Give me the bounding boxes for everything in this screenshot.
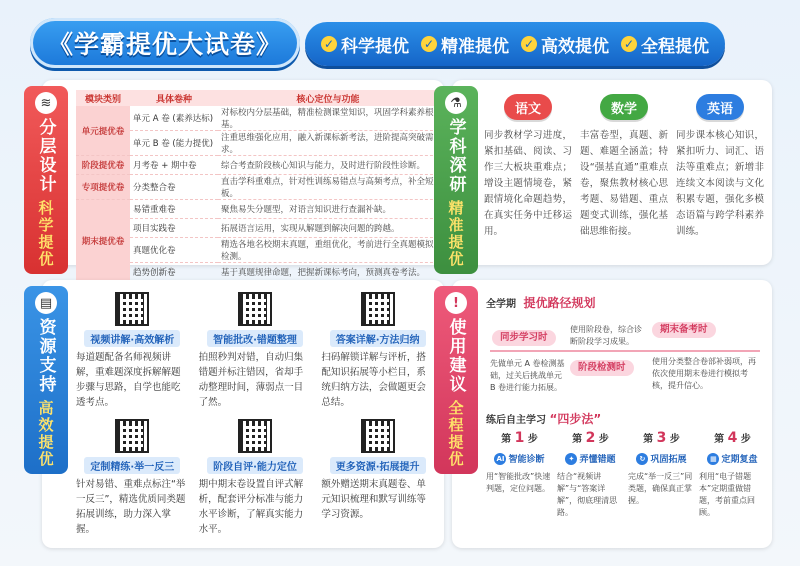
check-icon: ✓ [321,36,337,52]
resource-item [76,419,189,540]
resource-desc: 每道题配备名师视频讲解，重难题深度拆解解题步骤与思路，自学也能吃透考点。 [76,352,181,408]
table-row [76,106,438,131]
tag-label: 科学提优 [341,36,409,57]
table-header: 核心定位与功能 [218,90,438,106]
qr-code-icon[interactable] [115,292,149,326]
step-item [557,430,624,540]
step-name: 智能诊断 [508,455,545,465]
side-label [24,86,68,274]
resource-desc: 额外赠送期末真题卷、单元知识梳理和默写训练等学习资源。 [321,479,426,520]
row-name: 趋势创新卷 [130,263,218,282]
resource-support-panel [35,280,444,548]
step-number: 第 2 步 [572,430,609,446]
resource-title: 答案详解·方法归纳 [330,330,426,347]
tag-3 [521,32,609,57]
side-label-sub: 精准提优 [446,200,465,268]
tag-label: 全程提优 [641,36,709,57]
qr-code-icon[interactable] [238,292,272,326]
stage-note: 使用分类整合卷部补弱项，再依次使用期末卷进行模拟考核，提升信心。 [652,357,756,390]
qr-code-icon[interactable] [238,419,272,453]
row-desc: 综合考查阶段核心知识与能力，及时进行阶段性诊断。 [218,156,438,175]
title-banner [30,18,300,68]
subject-badge: 数学 [600,94,648,120]
step-item [628,430,695,540]
refresh-icon: ↻ [636,453,648,465]
step-num-value: 2 [585,430,596,446]
row-desc: 聚焦易失分题型，对语言知识进行查漏补缺。 [218,200,438,219]
subject-text: 同步课本核心知识，紧扣听力、词汇、语法等重难点；新增非连续文本阅读与文化积累专题，强化多模态语篇与跨学科素养训练。 [676,130,764,237]
step-tag [636,452,686,465]
row-name: 易错重难卷 [130,200,218,219]
table-row [76,219,438,238]
check-icon: ✓ [521,36,537,52]
steps-title-text: “四步法” [549,412,602,426]
side-label [434,286,478,474]
step-desc: 结合“视频讲解”与“答案详解”，彻底理清思路。 [557,472,618,517]
check-icon: ✓ [421,36,437,52]
resource-title: 阶段自评·能力定位 [207,457,303,474]
bulb-icon: ✦ [565,453,577,465]
step-number: 第 1 步 [501,430,538,446]
step-tag [707,452,757,465]
module-table [76,90,438,282]
resource-title: 视频讲解·高效解析 [84,330,180,347]
subjects [484,94,764,257]
four-steps [486,430,766,540]
stage-pill: 同步学习时 [492,330,556,346]
resource-item [321,292,434,413]
microscope-icon: ⚗ [445,92,467,114]
step-desc: 利用“电子错题本”定期重做错题，考前重点回顾。 [699,472,755,517]
side-label-sub: 全程提优 [446,400,465,468]
resource-item [199,292,312,413]
steps-prefix: 练后自主学习 [486,415,546,426]
side-label-main: 分层设计 [35,118,56,194]
row-desc: 注重思维强化应用，融入新课标新考法，进阶提高突破需求。 [218,131,438,156]
resource-desc: 拍照秒判对错，自动归集错题并标注错因，省却手动整理时间，薄弱点一目了然。 [198,352,304,408]
tag-label: 高效提优 [541,36,609,57]
row-desc: 直击学科重难点，针对性训练易错点与高频考点，补全短板。 [218,175,438,200]
table-header: 模块类别 [76,90,130,106]
row-category: 专项提优卷 [76,175,130,200]
usage-advice-panel [445,280,772,548]
subject-badge: 英语 [696,94,744,120]
subject-badge: 语文 [504,94,552,120]
plan-label: 全学期 [486,299,516,310]
row-name: 分类整合卷 [130,175,218,200]
side-label-main: 资源支持 [35,318,56,394]
stage-pill: 期末备考时 [652,322,716,338]
row-desc: 拓展语言运用，实现从解题到解决问题的跨越。 [218,219,438,238]
row-name: 单元 B 卷 (能力提优) [130,131,218,156]
stage-note: 使用阶段卷，综合诊断阶段学习成果。 [570,325,642,346]
page-title: 《学霸提优大试卷》 [47,30,282,59]
step-num-value: 1 [514,430,525,446]
resource-desc: 针对易错、重难点标注“举一反三”，精选优质同类题拓展训练，助力深入掌握。 [76,479,186,535]
row-name: 项目实践卷 [130,219,218,238]
row-category: 阶段提优卷 [76,156,130,175]
qr-code-icon[interactable] [115,419,149,453]
side-label [24,286,68,474]
subject-chinese [484,94,572,257]
side-label-main: 使用建议 [445,318,466,394]
plan-title-text: 提优路径规划 [523,296,596,310]
stage-pill: 阶段检测时 [570,360,634,376]
table-row [76,200,438,219]
tag-4 [621,32,709,57]
row-desc: 对标校内分层基础，精准检测课堂知识，巩固学科素养根基。 [218,106,438,131]
tag-label: 精准提优 [441,36,509,57]
step-name: 弄懂错题 [579,455,616,465]
ai-icon: AI [496,454,505,463]
step-number: 第 4 步 [714,430,751,446]
row-desc: 基于真题规律命题，把握新课标考向，预测真卷考法。 [218,263,438,282]
step-tag [494,452,544,465]
plan-title [486,294,596,311]
qr-code-icon[interactable] [361,419,395,453]
tagline-box [305,22,725,66]
subject-math [580,94,668,257]
step-desc: 完成“举一反三”同类题，确保真正掌握。 [628,472,693,505]
table-row [76,156,438,175]
qr-code-icon[interactable] [361,292,395,326]
subject-text: 同步教材学习进度，紧扣基础、阅读、习作三大板块重难点；增设主题情境卷，紧跟情境化命题趋势，在真实任务中迁移运用。 [484,130,572,237]
resource-item [321,419,434,540]
tag-2 [421,32,509,57]
side-label-main: 学科深研 [445,118,466,194]
resource-item [76,292,189,413]
step-num-value: 3 [656,430,667,446]
row-name: 单元 A 卷 (素养达标) [130,106,218,131]
calendar-icon: ▦ [707,453,719,465]
step-tag [565,452,615,465]
resource-grid [76,292,434,540]
row-name: 真题优化卷 [130,238,218,263]
table-row [76,175,438,200]
row-category: 单元提优卷 [76,106,130,156]
step-name: 巩固拓展 [650,455,687,465]
row-name: 月考卷 + 期中卷 [130,156,218,175]
subject-research-panel [445,80,772,268]
book-icon: ▤ [35,292,57,314]
subject-text: 丰富卷型，真题、新题、难题全涵盖；特设“强基直通”重难点卷，聚焦教材核心思考题、易错题、重点题变式训练，强化基础思维衔接。 [580,130,668,237]
table-row [76,131,438,156]
alert-icon: ! [445,292,467,314]
steps-title [486,410,601,427]
table-row [76,263,438,282]
resource-title: 智能批改·错题整理 [207,330,303,347]
layers-icon: ≋ [35,92,57,114]
row-category: 期末提优卷 [76,200,130,282]
subject-english [676,94,764,257]
resource-title: 更多资源·拓展提升 [330,457,426,474]
step-name: 定期复盘 [721,455,758,465]
step-number: 第 3 步 [643,430,680,446]
resource-desc: 期中期末卷设置自评式解析，配套评分标准与能力水平诊断，了解真实能力水平。 [198,479,304,535]
step-desc: 用“智能批改”快速判题，定位问题。 [486,472,551,493]
layered-design-panel [35,80,444,278]
table-row [76,238,438,263]
step-num-value: 4 [727,430,738,446]
resource-item [199,419,312,540]
check-icon: ✓ [621,36,637,52]
resource-title: 定制精练·举一反三 [84,457,180,474]
plan-timeline [490,350,760,352]
tag-1 [321,32,409,57]
stage-note: 先做单元 A 卷检测基础，过关后挑战单元 B 卷进行能力拓展。 [490,359,565,392]
row-desc: 精选各地名校期末真题，重组优化，考前进行全真题模拟检测。 [218,238,438,263]
resource-desc: 扫码解锁详解与评析，搭配知识拓展等小栏目，系统归纳方法，会做题更会总结。 [321,352,426,408]
side-label-sub: 高效提优 [36,400,55,468]
side-label [434,86,478,274]
side-label-sub: 科学提优 [36,200,55,268]
step-item [699,430,766,540]
table-header: 具体卷种 [130,90,218,106]
step-item [486,430,553,540]
